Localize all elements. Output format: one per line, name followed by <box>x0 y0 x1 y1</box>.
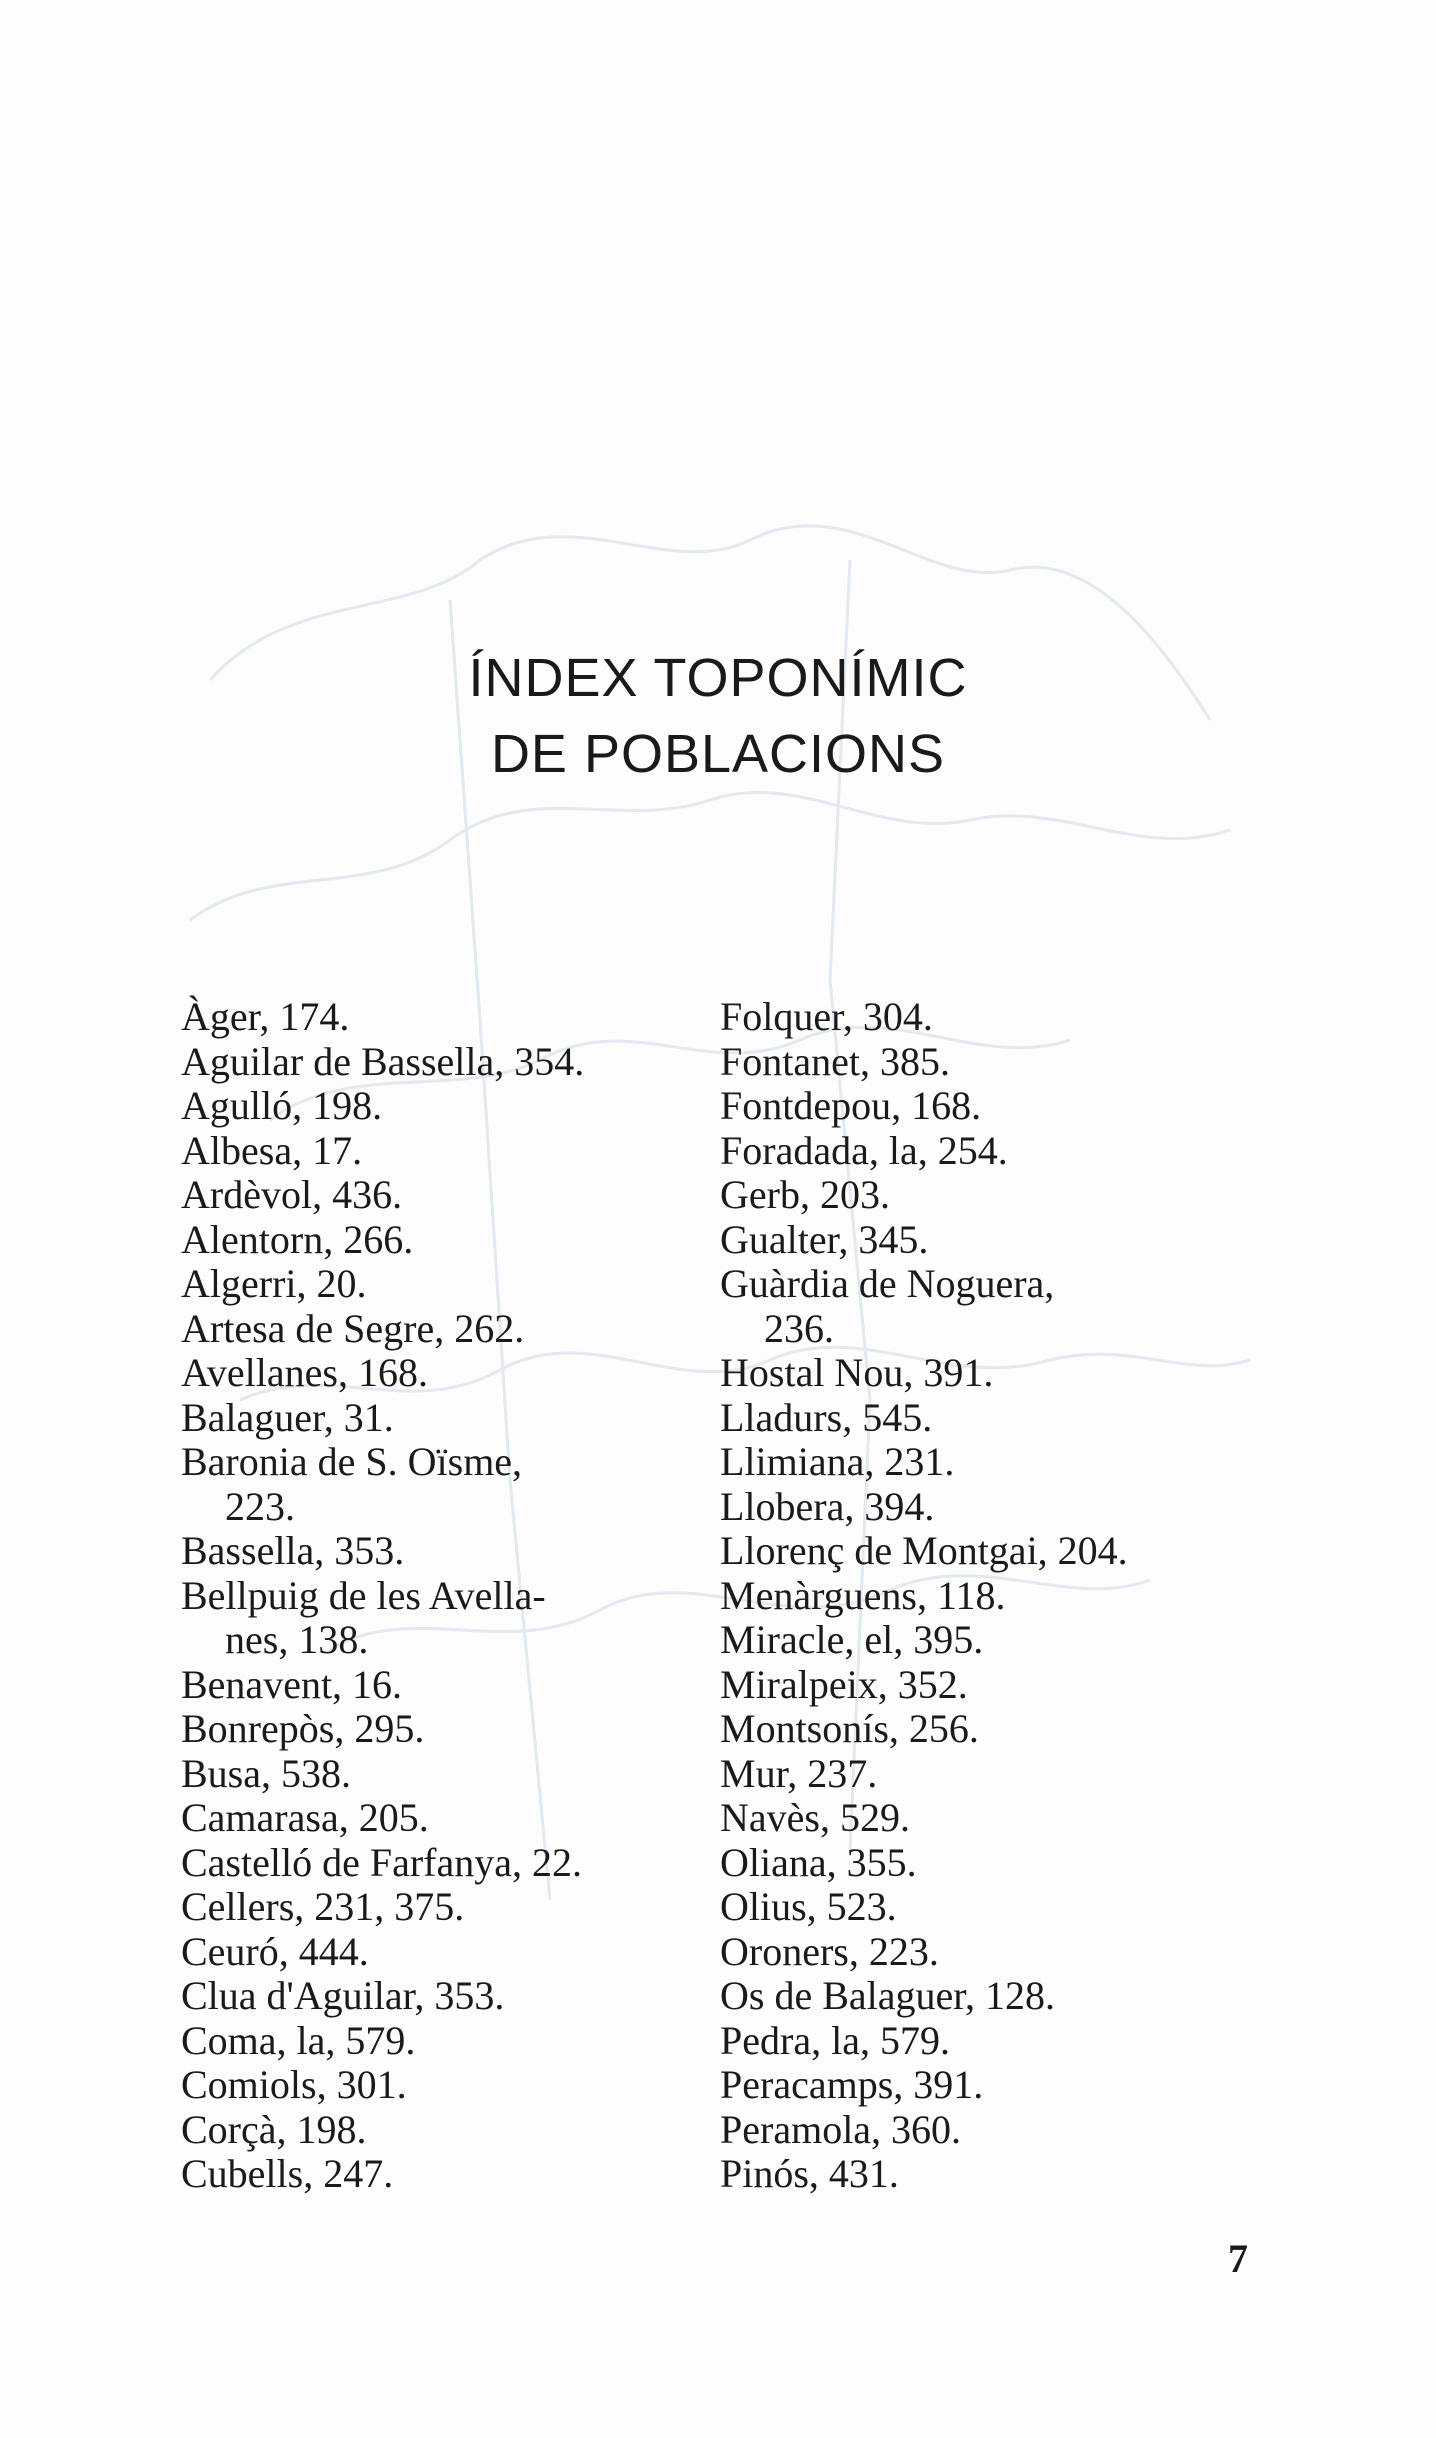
entry-text: Os de Balaguer, 128. <box>720 1973 1055 2018</box>
index-entry <box>720 1218 1280 1263</box>
index-entry <box>181 1841 701 1886</box>
index-entry <box>720 1618 1280 1663</box>
index-entry <box>720 1351 1280 1396</box>
index-entry <box>181 1396 701 1441</box>
index-entry <box>720 1084 1280 1129</box>
entry-text: Aguilar de Bassella, 354. <box>181 1038 585 1084</box>
entry-text: Foradada, la, 254. <box>720 1127 1008 1173</box>
entry-text: Navès, 529. <box>720 1795 910 1840</box>
index-entry <box>181 1574 701 1663</box>
index-entry <box>720 1440 1280 1485</box>
index-entry <box>720 1262 1280 1351</box>
index-entry <box>720 2152 1280 2197</box>
index-column-right <box>720 995 1280 2197</box>
index-entry <box>720 1841 1280 1886</box>
page-number: 7 <box>1228 2236 1248 2281</box>
index-entry <box>181 1752 701 1797</box>
index-entry <box>720 1930 1280 1975</box>
entry-text: Oliana, 355. <box>720 1839 917 1885</box>
entry-text: Peramola, 360. <box>720 2106 962 2152</box>
index-entry <box>720 1173 1280 1218</box>
entry-text: Coma, la, 579. <box>181 2017 416 2063</box>
index-column-left <box>181 995 701 2197</box>
index-entry <box>720 1885 1280 1930</box>
index-title <box>0 640 1436 792</box>
index-entry <box>181 1129 701 1174</box>
index-entry <box>720 1574 1280 1619</box>
index-entry <box>181 1351 701 1396</box>
entry-text: Ceuró, 444. <box>181 1928 369 1974</box>
entry-text: Olius, 523. <box>720 1884 897 1929</box>
entry-continuation: 223. <box>225 1483 295 1529</box>
entry-text: Baronia de S. Oïsme, <box>181 1439 523 1484</box>
entry-text: Corçà, 198. <box>181 2106 367 2152</box>
index-entry <box>720 1485 1280 1530</box>
index-entry <box>720 1040 1280 1085</box>
entry-text: Bassella, 353. <box>181 1528 405 1573</box>
entry-text: Castelló de Farfanya, 22. <box>181 1839 582 1885</box>
index-entry <box>720 2019 1280 2064</box>
index-entry <box>720 995 1280 1040</box>
index-entry <box>181 1440 701 1529</box>
index-entry <box>181 1084 701 1129</box>
index-entry <box>181 1796 701 1841</box>
entry-text: Camarasa, 205. <box>181 1795 429 1840</box>
index-entry <box>720 1663 1280 1708</box>
entry-text: Mur, 237. <box>720 1750 878 1796</box>
entry-text: Folquer, 304. <box>720 994 933 1039</box>
index-entry <box>720 1529 1280 1574</box>
entry-text: Gualter, 345. <box>720 1216 929 1262</box>
index-entry <box>720 1796 1280 1841</box>
entry-text: Àger, 174. <box>181 994 350 1039</box>
entry-text: Cellers, 231, 375. <box>181 1884 465 1929</box>
entry-text: Balaguer, 31. <box>181 1394 394 1440</box>
entry-text: Miralpeix, 352. <box>720 1661 968 1707</box>
index-entry <box>181 2019 701 2064</box>
index-entry <box>181 1529 701 1574</box>
entry-text: Ardèvol, 436. <box>181 1172 403 1217</box>
index-entry <box>181 2063 701 2108</box>
index-entry <box>720 1396 1280 1441</box>
entry-text: Guàrdia de Noguera, <box>720 1261 1055 1306</box>
index-entry <box>181 1885 701 1930</box>
entry-continuation: 236. <box>764 1305 834 1351</box>
index-entry <box>181 1262 701 1307</box>
entry-text: Miracle, el, 395. <box>720 1617 984 1662</box>
entry-text: Llimiana, 231. <box>720 1439 955 1484</box>
index-entry <box>720 2108 1280 2153</box>
entry-text: Hostal Nou, 391. <box>720 1350 994 1395</box>
index-entry <box>181 1040 701 1085</box>
entry-text: Comiols, 301. <box>181 2062 407 2107</box>
entry-text: Algerri, 20. <box>181 1261 367 1306</box>
entry-text: Clua d'Aguilar, 353. <box>181 1973 505 2018</box>
index-entry <box>181 1930 701 1975</box>
entry-text: Gerb, 203. <box>720 1172 890 1217</box>
entry-text: Pedra, la, 579. <box>720 2017 950 2063</box>
title-line-2: DE POBLACIONS <box>490 724 946 784</box>
index-entry <box>181 1218 701 1263</box>
entry-text: Artesa de Segre, 262. <box>181 1305 525 1351</box>
entry-text: Fontdepou, 168. <box>720 1083 982 1128</box>
entry-text: Llobera, 394. <box>720 1483 935 1529</box>
index-entry <box>181 2108 701 2153</box>
title-line-1: ÍNDEX TOPONÍMIC <box>468 648 968 708</box>
entry-text: Peracamps, 391. <box>720 2062 984 2107</box>
index-entry <box>181 1707 701 1752</box>
index-entry <box>720 1129 1280 1174</box>
entry-text: Albesa, 17. <box>181 1127 363 1173</box>
entry-text: Llorenç de Montgai, 204. <box>720 1528 1128 1573</box>
index-entry <box>181 1663 701 1708</box>
index-entry <box>720 1752 1280 1797</box>
entry-text: Bonrepòs, 295. <box>181 1706 425 1751</box>
index-entry <box>181 1974 701 2019</box>
entry-text: Benavent, 16. <box>181 1661 403 1707</box>
entry-text: Cubells, 247. <box>181 2151 394 2196</box>
index-entry <box>181 1173 701 1218</box>
entry-text: Menàrguens, 118. <box>720 1572 1006 1618</box>
entry-text: Agulló, 198. <box>181 1083 383 1128</box>
entry-text: Fontanet, 385. <box>720 1038 950 1084</box>
entry-text: Lladurs, 545. <box>720 1394 933 1440</box>
entry-text: Pinós, 431. <box>720 2151 899 2196</box>
entry-text: Montsonís, 256. <box>720 1706 979 1751</box>
index-entry <box>181 995 701 1040</box>
entry-text: Bellpuig de les Avella- <box>181 1572 546 1618</box>
entry-text: Alentorn, 266. <box>181 1216 414 1262</box>
index-entry <box>720 2063 1280 2108</box>
index-entry <box>181 2152 701 2197</box>
entry-text: Avellanes, 168. <box>181 1350 428 1395</box>
entry-continuation: nes, 138. <box>225 1617 369 1662</box>
entry-text: Busa, 538. <box>181 1750 351 1796</box>
entry-text: Oroners, 223. <box>720 1928 939 1974</box>
index-entry <box>181 1307 701 1352</box>
index-entry <box>720 1974 1280 2019</box>
index-entry <box>720 1707 1280 1752</box>
